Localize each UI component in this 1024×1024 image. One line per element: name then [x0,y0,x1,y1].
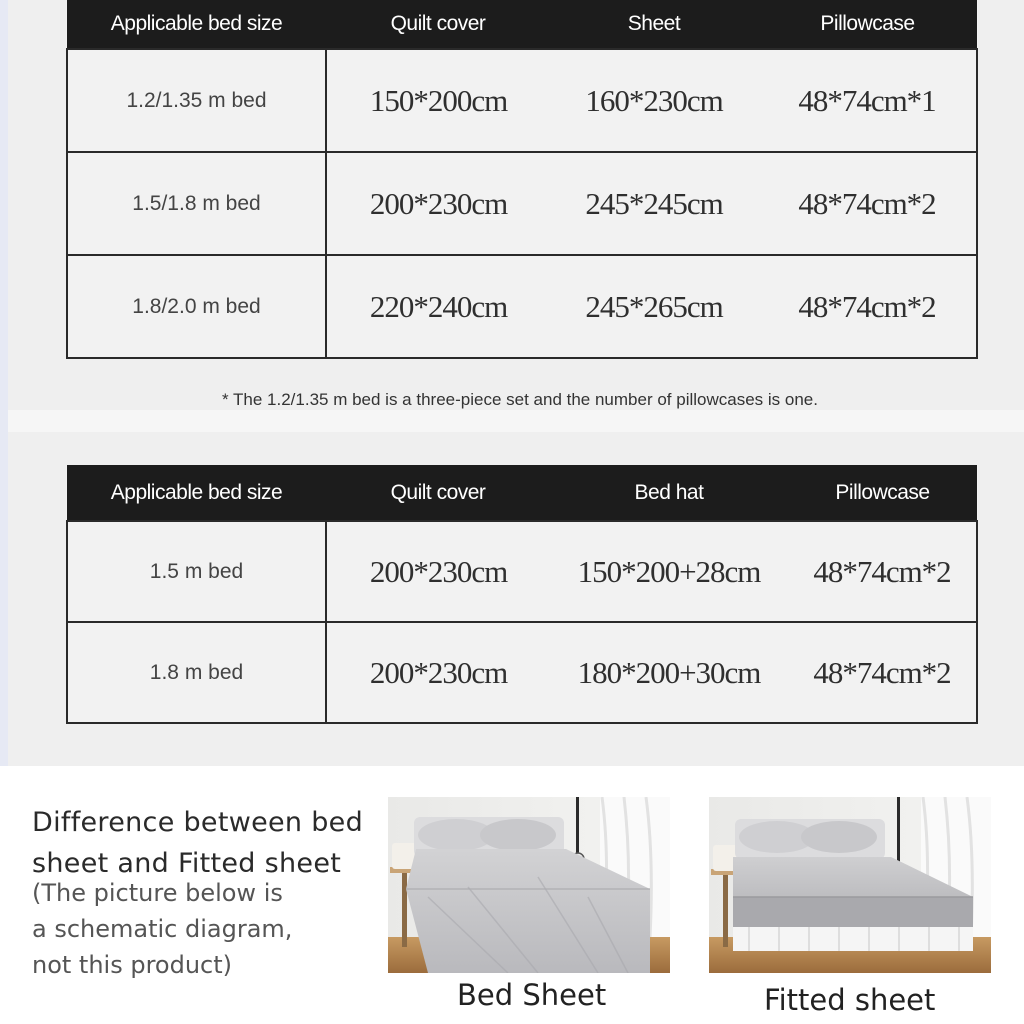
table-row [67,152,977,255]
header-quilt-cover: Quilt cover [326,465,550,521]
table-header-row [67,465,977,521]
quilt-cover-cell: 200*230cm [326,521,550,622]
sheet-cell: 245*265cm [550,255,758,358]
pillowcase-cell: 48*74cm*2 [788,521,977,622]
bed-fitted-sheet-photo [709,797,991,973]
quilt-cover-cell: 200*230cm [326,622,550,723]
separator-band [8,410,1024,432]
header-pillowcase: Pillowcase [758,0,977,49]
bed-sheet-caption: Bed Sheet [457,978,607,1012]
header-quilt-cover: Quilt cover [326,0,550,49]
left-edge-strip [0,0,8,766]
comparison-note-line: a schematic diagram, [32,915,293,943]
bed-size-cell: 1.8 m bed [67,622,326,723]
table-header-row [67,0,977,49]
table-row [67,255,977,358]
bed-size-cell: 1.2/1.35 m bed [67,49,326,152]
header-sheet: Sheet [550,0,758,49]
bed-size-cell: 1.8/2.0 m bed [67,255,326,358]
bed-hat-cell: 150*200+28cm [550,521,788,622]
bed-size-cell: 1.5 m bed [67,521,326,622]
bed-flat-sheet-photo [388,797,670,973]
header-bed-hat: Bed hat [550,465,788,521]
comparison-note [32,875,292,983]
pillowcase-cell: 48*74cm*2 [788,622,977,723]
quilt-cover-cell: 220*240cm [326,255,550,358]
comparison-note-line: (The picture below is [32,879,283,907]
table-row [67,521,977,622]
comparison-title [32,802,363,884]
comparison-title-line: sheet and Fitted sheet [32,848,342,879]
fitted-size-table [66,465,978,724]
header-applicable-bed-size: Applicable bed size [67,465,326,521]
pillowcase-cell: 48*74cm*2 [758,255,977,358]
pillowcase-cell: 48*74cm*1 [758,49,977,152]
sheet-cell: 160*230cm [550,49,758,152]
footnote: * The 1.2/1.35 m bed is a three-piece set and the number of pillowcases is one. [222,390,818,409]
header-pillowcase: Pillowcase [788,465,977,521]
sheet-size-table [66,0,978,359]
quilt-cover-cell: 150*200cm [326,49,550,152]
table-row [67,49,977,152]
table-row [67,622,977,723]
fitted-sheet-caption: Fitted sheet [764,983,936,1017]
sheet-cell: 245*245cm [550,152,758,255]
comparison-title-line: Difference between bed [32,807,364,838]
quilt-cover-cell: 200*230cm [326,152,550,255]
pillowcase-cell: 48*74cm*2 [758,152,977,255]
header-applicable-bed-size: Applicable bed size [67,0,326,49]
bed-hat-cell: 180*200+30cm [550,622,788,723]
bed-size-cell: 1.5/1.8 m bed [67,152,326,255]
comparison-note-line: not this product) [32,951,233,979]
